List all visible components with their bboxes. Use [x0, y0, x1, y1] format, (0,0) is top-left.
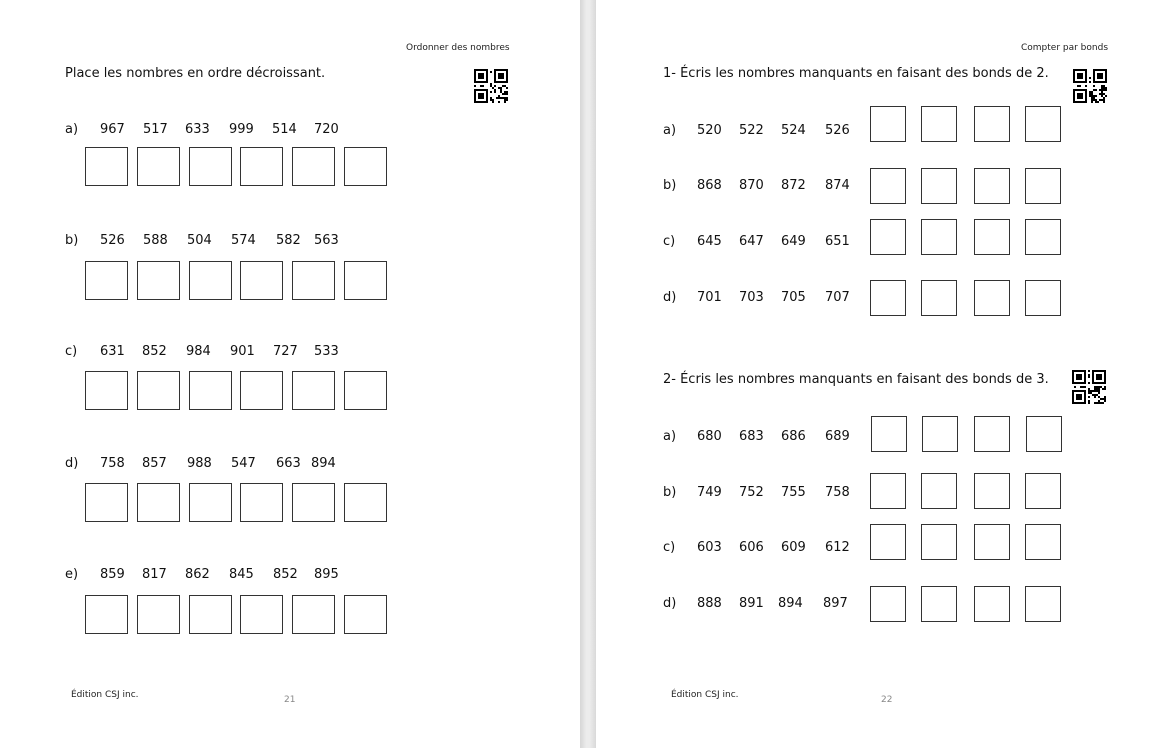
answer-box[interactable] — [1025, 524, 1061, 560]
row-letter: d) — [663, 290, 677, 305]
number: 862 — [185, 567, 210, 582]
instruction-text: 2- Écris les nombres manquants en faisant des bonds de 3. — [663, 372, 1049, 387]
answer-box[interactable] — [921, 106, 957, 142]
left-page — [0, 0, 580, 748]
instruction-text: Place les nombres en ordre décroissant. — [65, 66, 326, 81]
answer-box[interactable] — [921, 524, 957, 560]
row-letter: c) — [663, 540, 676, 555]
number: 705 — [781, 290, 806, 305]
answer-box[interactable] — [974, 473, 1010, 509]
answer-box[interactable] — [1025, 106, 1061, 142]
number: 522 — [739, 123, 764, 138]
page-number: 21 — [284, 695, 296, 705]
number: 999 — [229, 122, 254, 137]
answer-box[interactable] — [85, 147, 128, 186]
number: 868 — [697, 178, 722, 193]
number: 633 — [185, 122, 210, 137]
row-letter: e) — [65, 567, 79, 582]
number: 631 — [100, 344, 125, 359]
answer-box[interactable] — [974, 219, 1010, 255]
answer-box[interactable] — [137, 371, 180, 410]
number: 533 — [314, 344, 339, 359]
number: 891 — [739, 596, 764, 611]
number: 707 — [825, 290, 850, 305]
answer-box[interactable] — [870, 586, 906, 622]
number: 845 — [229, 567, 254, 582]
answer-box[interactable] — [137, 595, 180, 634]
number: 894 — [778, 596, 803, 611]
answer-box[interactable] — [137, 147, 180, 186]
number: 517 — [143, 122, 168, 137]
number: 647 — [739, 234, 764, 249]
row-letter: c) — [663, 234, 676, 249]
number: 701 — [697, 290, 722, 305]
answer-box[interactable] — [921, 473, 957, 509]
answer-box[interactable] — [85, 371, 128, 410]
page-header: Compter par bonds — [1021, 43, 1109, 53]
qr-code-icon — [1073, 69, 1107, 103]
answer-box[interactable] — [292, 261, 335, 300]
row-letter: b) — [663, 485, 677, 500]
answer-box[interactable] — [240, 595, 283, 634]
number: 645 — [697, 234, 722, 249]
answer-box[interactable] — [870, 219, 906, 255]
number: 612 — [825, 540, 850, 555]
answer-box[interactable] — [921, 586, 957, 622]
answer-box[interactable] — [974, 586, 1010, 622]
answer-box[interactable] — [922, 416, 958, 452]
row-letter: b) — [65, 233, 79, 248]
qr-code-icon — [474, 69, 508, 103]
answer-box[interactable] — [189, 261, 232, 300]
number: 888 — [697, 596, 722, 611]
number: 686 — [781, 429, 806, 444]
number: 817 — [142, 567, 167, 582]
answer-box[interactable] — [344, 261, 387, 300]
number: 574 — [231, 233, 256, 248]
number: 582 — [276, 233, 301, 248]
number: 894 — [311, 456, 336, 471]
answer-box[interactable] — [974, 524, 1010, 560]
answer-box[interactable] — [974, 280, 1010, 316]
answer-box[interactable] — [189, 595, 232, 634]
number: 563 — [314, 233, 339, 248]
answer-box[interactable] — [921, 168, 957, 204]
number: 852 — [273, 567, 298, 582]
answer-box[interactable] — [870, 473, 906, 509]
number: 872 — [781, 178, 806, 193]
answer-box[interactable] — [1025, 280, 1061, 316]
number: 588 — [143, 233, 168, 248]
row-letter: a) — [663, 123, 677, 138]
number: 988 — [187, 456, 212, 471]
number: 524 — [781, 123, 806, 138]
answer-box[interactable] — [189, 483, 232, 522]
number: 755 — [781, 485, 806, 500]
answer-box[interactable] — [240, 483, 283, 522]
answer-box[interactable] — [870, 524, 906, 560]
number: 874 — [825, 178, 850, 193]
answer-box[interactable] — [1025, 586, 1061, 622]
number: 609 — [781, 540, 806, 555]
qr-code-icon — [1072, 370, 1106, 404]
answer-box[interactable] — [344, 371, 387, 410]
page-number: 22 — [881, 695, 893, 705]
answer-box[interactable] — [921, 219, 957, 255]
number: 514 — [272, 122, 297, 137]
answer-box[interactable] — [870, 168, 906, 204]
number: 520 — [697, 123, 722, 138]
answer-box[interactable] — [1025, 219, 1061, 255]
answer-box[interactable] — [1026, 416, 1062, 452]
row-letter: d) — [65, 456, 79, 471]
number: 689 — [825, 429, 850, 444]
number: 758 — [825, 485, 850, 500]
answer-box[interactable] — [974, 168, 1010, 204]
number: 901 — [230, 344, 255, 359]
row-letter: a) — [65, 122, 79, 137]
answer-box[interactable] — [974, 106, 1010, 142]
answer-box[interactable] — [240, 261, 283, 300]
number: 895 — [314, 567, 339, 582]
instruction-text: 1- Écris les nombres manquants en faisant des bonds de 2. — [663, 66, 1049, 81]
page-gutter — [580, 0, 596, 748]
number: 603 — [697, 540, 722, 555]
number: 852 — [142, 344, 167, 359]
answer-box[interactable] — [137, 261, 180, 300]
answer-box[interactable] — [344, 595, 387, 634]
answer-box[interactable] — [240, 147, 283, 186]
number: 504 — [187, 233, 212, 248]
publisher: Édition CSJ inc. — [71, 690, 139, 700]
row-letter: a) — [663, 429, 677, 444]
number: 649 — [781, 234, 806, 249]
row-letter: d) — [663, 596, 677, 611]
number: 663 — [276, 456, 301, 471]
answer-box[interactable] — [1025, 168, 1061, 204]
answer-box[interactable] — [240, 371, 283, 410]
number: 857 — [142, 456, 167, 471]
number: 752 — [739, 485, 764, 500]
answer-box[interactable] — [292, 371, 335, 410]
answer-box[interactable] — [1025, 473, 1061, 509]
number: 984 — [186, 344, 211, 359]
answer-box[interactable] — [871, 416, 907, 452]
answer-box[interactable] — [85, 595, 128, 634]
answer-box[interactable] — [870, 280, 906, 316]
answer-box[interactable] — [974, 416, 1010, 452]
number: 758 — [100, 456, 125, 471]
answer-box[interactable] — [85, 261, 128, 300]
answer-box[interactable] — [292, 483, 335, 522]
number: 727 — [273, 344, 298, 359]
answer-box[interactable] — [85, 483, 128, 522]
number: 683 — [739, 429, 764, 444]
number: 547 — [231, 456, 256, 471]
number: 870 — [739, 178, 764, 193]
answer-box[interactable] — [870, 106, 906, 142]
publisher: Édition CSJ inc. — [671, 690, 739, 700]
answer-box[interactable] — [344, 147, 387, 186]
number: 651 — [825, 234, 850, 249]
answer-box[interactable] — [292, 147, 335, 186]
number: 526 — [100, 233, 125, 248]
number: 967 — [100, 122, 125, 137]
number: 749 — [697, 485, 722, 500]
answer-box[interactable] — [189, 147, 232, 186]
row-letter: b) — [663, 178, 677, 193]
number: 703 — [739, 290, 764, 305]
number: 720 — [314, 122, 339, 137]
answer-box[interactable] — [344, 483, 387, 522]
answer-box[interactable] — [292, 595, 335, 634]
number: 526 — [825, 123, 850, 138]
answer-box[interactable] — [921, 280, 957, 316]
row-letter: c) — [65, 344, 78, 359]
answer-box[interactable] — [189, 371, 232, 410]
number: 897 — [823, 596, 848, 611]
answer-box[interactable] — [137, 483, 180, 522]
right-page — [596, 0, 1174, 748]
page-header: Ordonner des nombres — [406, 43, 510, 53]
number: 859 — [100, 567, 125, 582]
number: 606 — [739, 540, 764, 555]
number: 680 — [697, 429, 722, 444]
